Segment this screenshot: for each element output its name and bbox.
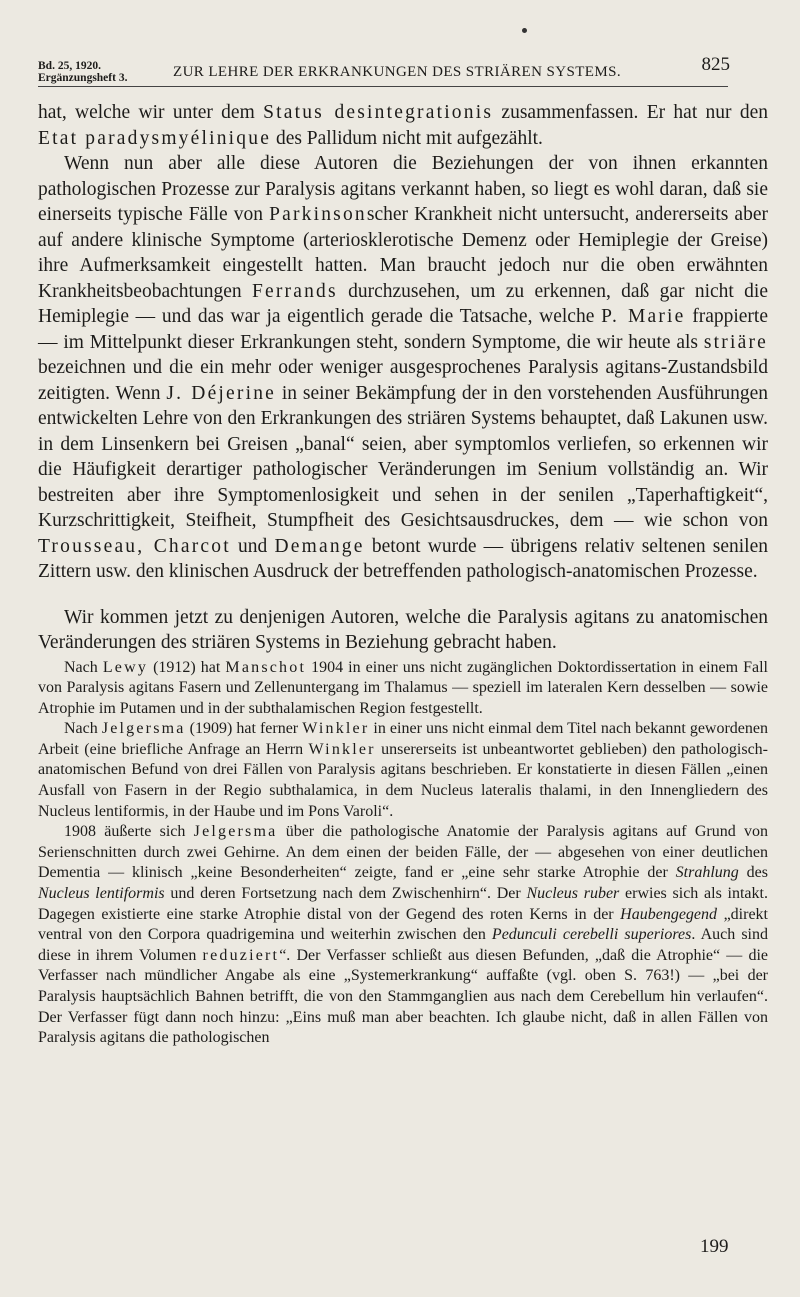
- print-speck: [522, 28, 527, 33]
- paragraph: Nach Jelgersma (1909) hat ferner Winkler in einer uns nicht einmal dem Titel nach bekannt gewordenen Arbeit (eine briefliche Anfrage an Herrn Winkler unsererseits ist unbeantwortet geblieben) den pathologisch-anatomischen Befund von drei Fällen von Paralysis agitans beschrieben. Er konstatierte in diesen Fällen „einen Ausfall von Fasern in der Regio subthalamica, in dem Nucleus lateralis thalami, in den Innengliedern des Nucleus lentiformis, in der Haube und im Pons Varoli“.: [38, 720, 769, 820]
- paragraph: Nach Lewy (1912) hat Manschot 1904 in einer uns nicht zugänglichen Doktordissertation in einem Fall von Paralysis agitans Fasern und Zellenuntergang im Thalamus — speziell im lateralen Kern desselben — sowie Atrophie im Putamen und in der subthalamischen Region festgestellt.: [38, 658, 769, 717]
- paragraph: Wir kommen jetzt zu denjenigen Autoren, welche die Paralysis agitans zu anatomischen Veränderungen des striären Systems in Beziehung gebracht haben.: [38, 606, 768, 653]
- running-header: [38, 52, 764, 92]
- paragraph: Wenn nun aber alle diese Autoren die Beziehungen der von ihnen erkannten pathologischen Prozesse zur Paralysis agitans verkannt haben, so liegt es wohl daran, daß sie einerseits typische Fälle von Parkinsonscher Krankheit nicht untersucht, andererseits aber auf andere klinische Symptome (arteriosklerotische Demenz oder Hemiplegie der Greise) ihre Aufmerksamkeit eingestellt hatten. Man braucht jedoch nur die oben erwähnten Krankheitsbeobachtungen Ferrands durchzusehen, um zu erkennen, daß gar nicht die Hemiplegie — und das war ja eigentlich gerade die Tatsache, welche P. Marie frappierte — im Mittelpunkt dieser Erkrankungen steht, sondern Symptome, die wir heute als striäre bezeichnen und die ein mehr oder weniger ausgesprochenes Paralysis agitans-Zustandsbild zeitigten. Wenn J. Déjerine in seiner Bekämpfung der in den vorstehenden Ausführungen entwickelten Lehre von den Erkrankungen des striären Systems behauptet, daß Lakunen usw. in dem Linsenkern bei Greisen „banal“ seien, aber symptomlos verliefen, so erkennen wir die Häufigkeit derartiger pathologischer Veränderungen im Senium vollständig an. Wir bestreiten aber ihre Symptomenlosigkeit und sehen in der senilen „Taperhaftigkeit“, Kurzschrittigkeit, Steifheit, Stumpfheit des Gesichtsausdruckes, dem — wie schon von Trousseau, Charcot und Demange betont wurde — übrigens relativ seltenen senilen Zittern usw. den klinischen Ausdruck der betreffenden pathologisch-anatomischen Prozesse.: [38, 153, 769, 582]
- article-body: [38, 100, 768, 1049]
- journal-citation: [38, 60, 127, 84]
- supplement-line: Ergänzungsheft 3.: [38, 72, 128, 84]
- page-number: 825: [701, 54, 730, 75]
- folio-number: 199: [700, 1236, 729, 1257]
- volume-line: Bd. 25, 1920.: [38, 60, 101, 72]
- paragraph: 1908 äußerte sich Jelgersma über die pathologische Anatomie der Paralysis agitans auf Grund von Serienschnitten durch zwei Gehirne. An dem einen der beiden Fälle, der — abgesehen von einer deutlichen Dementia — klinisch „keine Besonderheiten“ zeigte, fand er „eine sehr starke Atrophie der Strahlung des Nucleus lentiformis und deren Fortsetzung nach dem Zwischenhirn“. Der Nucleus ruber erwies sich als intakt. Dagegen existierte eine starke Atrophie distal von der Gegend des roten Kerns in der Haubengegend „direkt ventral von den Corpora quadrigemina und weiterhin zwischen den Pedunculi cerebelli superiores. Auch sind diese in ihrem Volumen reduziert“. Der Verfasser schließt aus diesen Befunden, „daß die Atrophie“ — die Verfasser nach mündlicher Angabe als eine „Systemerkrankung“ auffaßte (vgl. oben S. 763!) — „bei der Paralysis hauptsächlich Bahnen betrifft, die von den Stammganglien aus nach dem Cerebellum hin verlaufen“. Der Verfasser fügt dann noch hinzu: „Eins muß man aber beachten. Ich glaube nicht, daß in allen Fällen von Paralysis agitans die pathologischen: [38, 823, 769, 1047]
- header-rule: [38, 86, 728, 87]
- paragraph: hat, welche wir unter dem Status desintegrationis zusammenfassen. Er hat nur den Etat paradysmyélinique des Pallidum nicht mit aufgezählt.: [38, 102, 769, 149]
- paragraph-gap: [38, 585, 768, 605]
- running-title: ZUR LEHRE DER ERKRANKUNGEN DES STRIÄREN SYSTEMS.: [173, 64, 621, 80]
